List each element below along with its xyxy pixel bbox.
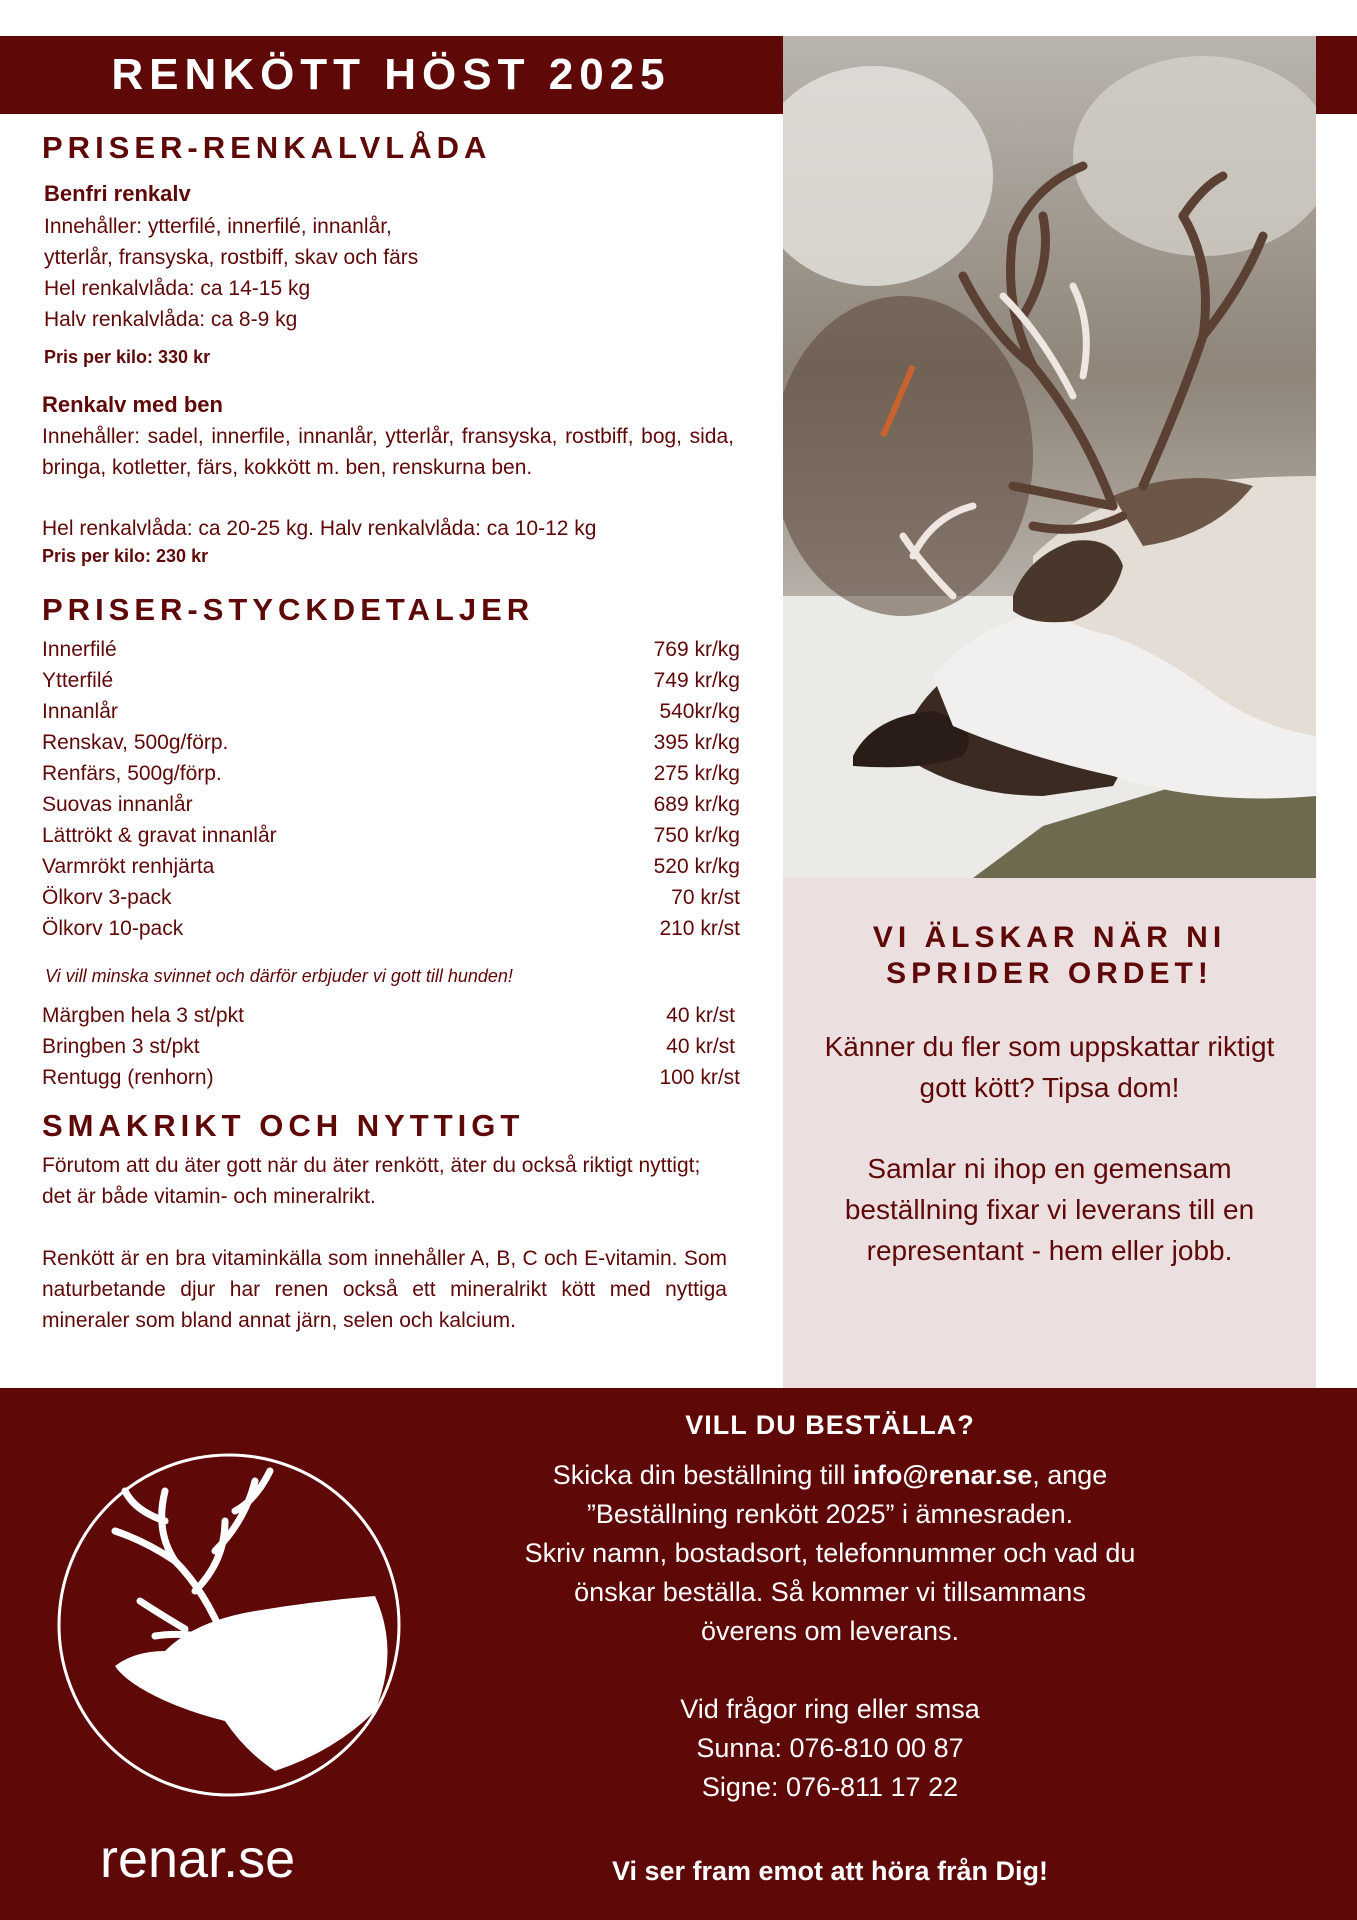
item-price: 210 kr/st: [659, 917, 740, 940]
box-prices-heading: PRISER-RENKALVLÅDA: [42, 130, 492, 165]
item-name: Renfärs, 500g/förp.: [42, 762, 222, 785]
price-row: [42, 820, 740, 851]
item-name: Innanlår: [42, 700, 118, 723]
item-price: 540kr/kg: [659, 700, 740, 723]
with-bone-contents: Innehåller: sadel, innerfile, innanlår, ytterlår, fransyska, rostbiff, bog, sida, bringa, kotletter, färs, kokkött m. ben, renskurna ben.: [42, 425, 734, 479]
price-row: [42, 665, 740, 696]
email-link[interactable]: info@renar.se: [852, 1460, 1033, 1490]
price-row: [42, 1062, 740, 1093]
item-name: Innerfilé: [42, 638, 117, 661]
promo-heading-line1: VI ÄLSKAR NÄR NI: [872, 921, 1227, 954]
item-price: 40 kr/st: [666, 1035, 735, 1058]
price-row: [42, 696, 740, 727]
reindeer-photo: [783, 36, 1316, 878]
contact-sunna[interactable]: Sunna: 076-810 00 87: [696, 1733, 964, 1763]
promo-paragraph-2: Samlar ni ihop en gemensam beställning fixar vi leverans till en representant - hem eller jobb.: [844, 1153, 1255, 1266]
item-price: 275 kr/kg: [653, 762, 740, 785]
boneless-price: Pris per kilo: 330 kr: [44, 347, 211, 367]
item-name: Suovas innanlår: [42, 793, 193, 816]
price-row: [42, 913, 740, 944]
item-name: Rentugg (renhorn): [42, 1066, 214, 1089]
item-price: 70 kr/st: [671, 886, 740, 909]
order-line-1: [430, 1456, 1230, 1495]
item-price: 689 kr/kg: [653, 793, 740, 816]
boneless-line: Halv renkalvlåda: ca 8-9 kg: [44, 308, 298, 331]
with-bone-title: Renkalv med ben: [42, 392, 223, 417]
contact-signe[interactable]: Signe: 076-811 17 22: [701, 1772, 959, 1802]
item-name: Ytterfilé: [42, 669, 114, 692]
page-title: RENKÖTT HÖST 2025: [111, 50, 671, 99]
order-footer: [0, 1388, 1357, 1920]
dog-note: Vi vill minska svinnet och därför erbjuder vi gott till hunden!: [45, 966, 513, 986]
order-text: Skicka din beställning till: [552, 1460, 853, 1490]
health-paragraph-2: Renkött är en bra vitaminkälla som innehåller A, B, C och E-vitamin. Som naturbetande djur har renen också ett mineralrikt kött med nyttiga mineraler som bland annat järn, selen och kalcium.: [42, 1247, 727, 1332]
closing-line: Vi ser fram emot att höra från Dig!: [611, 1856, 1049, 1886]
item-name: Renskav, 500g/förp.: [42, 731, 229, 754]
item-name: Ölkorv 3-pack: [42, 886, 172, 909]
price-row: [42, 1000, 735, 1031]
order-text: , ange: [1032, 1460, 1108, 1490]
price-row: [42, 758, 740, 789]
piece-prices-heading: PRISER-STYCKDETALJER: [42, 592, 535, 627]
boneless-line: Hel renkalvlåda: ca 14-15 kg: [44, 277, 311, 300]
order-line-3: Skriv namn, bostadsort, telefonnummer och vad du: [524, 1538, 1136, 1568]
with-bone-price: Pris per kilo: 230 kr: [42, 546, 209, 566]
item-price: 100 kr/st: [659, 1066, 740, 1089]
price-row: [42, 1031, 735, 1062]
price-row: [42, 789, 740, 820]
reindeer-logo-icon: [55, 1451, 403, 1799]
promo-heading-line2: SPRIDER ORDET!: [886, 957, 1213, 990]
item-name: Bringben 3 st/pkt: [42, 1035, 200, 1058]
item-name: Ölkorv 10-pack: [42, 917, 184, 940]
with-bone-weights: Hel renkalvlåda: ca 20-25 kg. Halv renkalvlåda: ca 10-12 kg: [42, 517, 597, 540]
item-name: Lättrökt & gravat innanlår: [42, 824, 277, 847]
brand-name: renar.se: [100, 1829, 296, 1889]
health-heading: SMAKRIKT OCH NYTTIGT: [42, 1108, 525, 1143]
item-price: 520 kr/kg: [653, 855, 740, 878]
price-row: [42, 727, 740, 758]
promo-panel: [783, 878, 1316, 1388]
order-line-4: önskar beställa. Så kommer vi tillsammans: [574, 1577, 1086, 1607]
contact-intro: Vid frågor ring eller smsa: [680, 1694, 980, 1724]
item-price: 769 kr/kg: [653, 638, 740, 661]
item-price: 750 kr/kg: [653, 824, 740, 847]
price-row: [42, 634, 740, 665]
item-name: Märgben hela 3 st/pkt: [42, 1004, 244, 1027]
item-name: Varmrökt renhjärta: [42, 855, 215, 878]
item-price: 395 kr/kg: [653, 731, 740, 754]
item-price: 40 kr/st: [666, 1004, 735, 1027]
boneless-line: ytterlår, fransyska, rostbiff, skav och färs: [44, 246, 419, 269]
boneless-line: Innehåller: ytterfilé, innerfilé, innanlår,: [44, 215, 392, 238]
health-paragraph-1: Förutom att du äter gott när du äter renkött, äter du också riktigt nyttigt; det är både vitamin- och mineralrikt.: [42, 1154, 701, 1208]
promo-heading: [783, 920, 1316, 992]
order-line-5: överens om leverans.: [700, 1616, 960, 1646]
order-line-2: ”Beställning renkött 2025” i ämnesraden.: [586, 1499, 1074, 1529]
order-heading: VILL DU BESTÄLLA?: [685, 1410, 975, 1440]
item-price: 749 kr/kg: [653, 669, 740, 692]
price-row: [42, 882, 740, 913]
boneless-title: Benfri renkalv: [44, 181, 191, 206]
promo-paragraph-1: Känner du fler som uppskattar riktigt gott kött? Tipsa dom!: [824, 1031, 1275, 1103]
price-row: [42, 851, 740, 882]
